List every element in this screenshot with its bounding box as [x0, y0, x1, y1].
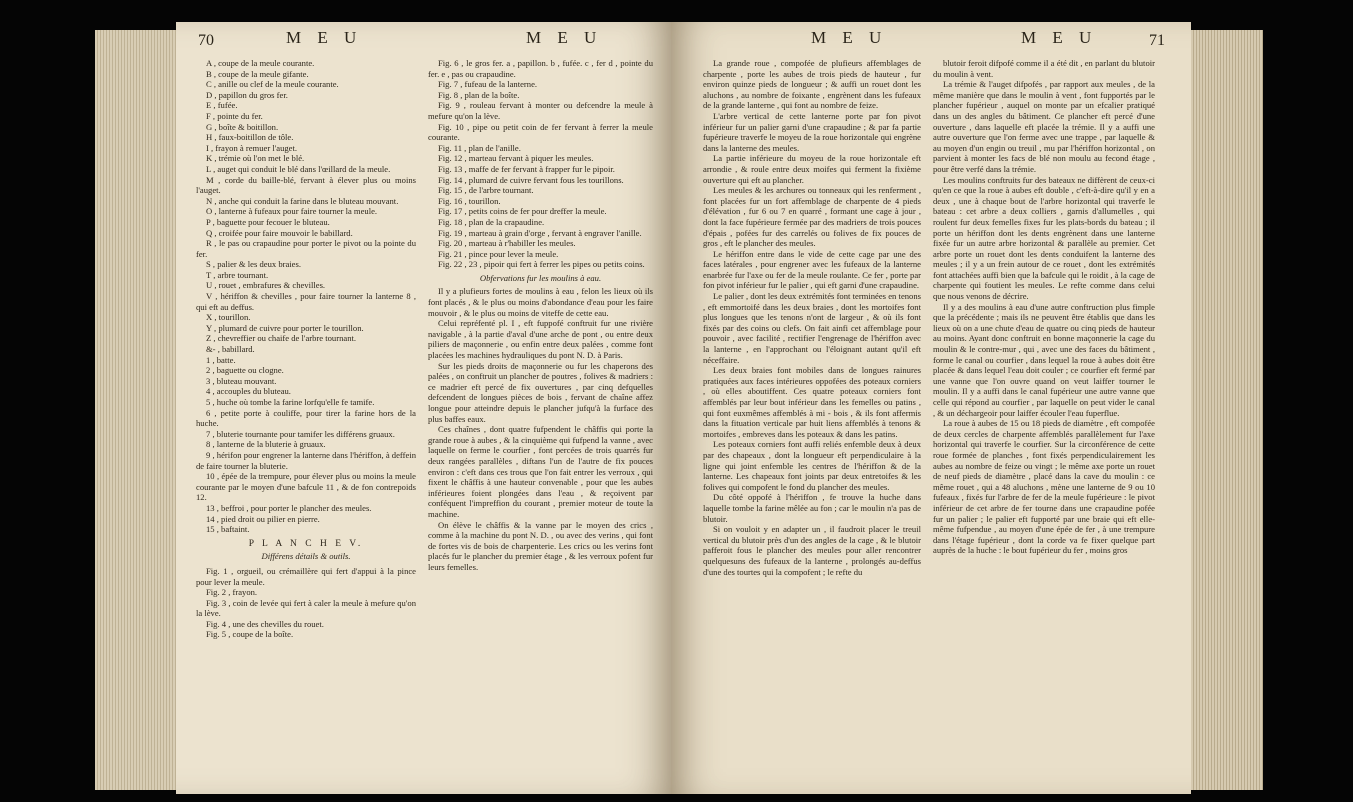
- text-paragraph: 7 , bluterie tournante pour tamifer les différens gruaux.: [206, 428, 395, 439]
- text-paragraph: Fig. 11 , plan de l'anille.: [438, 142, 521, 153]
- running-head: M E U: [811, 28, 888, 47]
- text-paragraph: Fig. 22 , 23 , pipoir qui fert à ferrer les pipes ou petits coins.: [438, 259, 645, 270]
- text-paragraph: A , coupe de la meule courante.: [206, 58, 315, 68]
- running-head: M E U: [526, 28, 603, 47]
- right-column-2: [933, 58, 1155, 556]
- text-paragraph: Il y a des moulins à eau d'une autre conftruction plus fimple que la précédente ; mais ils ne peuvent être établis que dans les lieux où on a une chute d'eau de quatre ou cinq pieds de hauteur au moins. Ayant donc conftruit en bonne maçonnerie la cage du moulin & le contre-mur , qui , avec une des faces du bâtiment , forme le canal ou courfier , dans lequel la roue à aubes doit être placée & dans lequel l'eau doit couler ; ce courfier eft fermé par une vanne que l'on ouvre quand on veut laiffer tourner le moulin. Il y a auffi dans le canal fupérieur une autre vanne que celle qui répond au courfier , par laquelle on peut vider le canal , & un déchargeoir pour laiffer écouler l'eau fuperflue.: [933, 301, 1155, 418]
- text-paragraph: F , pointe du fer.: [206, 110, 263, 121]
- text-paragraph: 9 , hérifon pour engrener la lanterne dans l'hériffon, à deffein de faire tourner la bluterie.: [196, 449, 416, 471]
- text-paragraph: Q , croifée pour faire mouvoir le babillard.: [206, 227, 353, 238]
- text-paragraph: Les meules & les archures ou tonneaux qui les renferment , font placées fur un fort affemblage de charpente de 4 pieds d'élévation , fur 6 ou 7 en quarré , formant une cage à jour , dont la face fupérieure fermée par des madriers de trois pouces d'épais , pofées fur des carrelés ou folives de fix pouces de gros , eft le plancher des meules.: [703, 185, 921, 249]
- text-paragraph: Du côté oppofé à l'hériffon , fe trouve la huche dans laquelle tombe la farine mêlée au fon ; car le moulin n'a pas de blutoir.: [703, 492, 921, 524]
- text-paragraph: 2 , baguette ou clogne.: [206, 365, 284, 376]
- text-paragraph: Fig. 1 , orgueil, ou crémaillère qui fert d'appui à la pince pour lever la meule.: [196, 565, 416, 587]
- text-paragraph: Le palier , dont les deux extrémités font terminées en tenons , eft emmortoifé dans les deux braies , dont les mortoifes font plus longues que les tenons n'ont de largeur , & où ils font fixés par des coins ou clefs. On fait ainfi cet affemblage pour pouvoir , avec facilité , rectifier l'engrenage de l'hériffon avec la lanterne , en l'approchant ou l'éloignant autant qu'il eft néceffaire.: [703, 291, 921, 365]
- text-paragraph: blutoir feroit difpofé comme il a été dit , en parlant du blutoir du moulin à vent.: [933, 58, 1155, 79]
- text-paragraph: Les poteaux corniers font auffi reliés enfemble deux à deux par des chapeaux , dont la longueur eft perpendiculaire à la ligne qui joint enfemble les centres de l'hériffon & de la lanterne. Les chapeaux font joints par deux entretoifes & les folives qui compofent le fond du plancher des meules.: [703, 439, 921, 492]
- page-number-left: 70: [198, 32, 214, 49]
- text-paragraph: M , corde du baille-blé, fervant à élever plus ou moins l'auget.: [196, 174, 416, 196]
- text-paragraph: H , faux-boitillon de tôle.: [206, 132, 294, 143]
- text-paragraph: Fig. 7 , fufeau de la lanterne.: [438, 79, 538, 90]
- legend-list: [196, 58, 416, 535]
- figure-list: [428, 58, 653, 270]
- text-paragraph: U , rouet , embrafures & chevilles.: [206, 280, 326, 291]
- text-paragraph: Ces chaînes , dont quatre fufpendent le châffis qui porte la grande roue à aubes , & la cinquième qui fufpend la vanne , avec laquelle on ferme le courfier , font percées de trois quarrés fur deux rangées parallèles , diftans l'un de l'autre de fix pouces environ : c'eft dans ces trous que l'on fait entrer les verroux , qui fixent le châffis à une hauteur convenable , pour que les aubes inférieures foient plongées dans l'eau , & reçoivent par conféquent l'impreffion du courant , premier moteur de toute la machine.: [428, 424, 653, 519]
- text-paragraph: Fig. 15 , de l'arbre tournant.: [438, 185, 534, 196]
- text-paragraph: S , palier & les deux braies.: [206, 259, 301, 270]
- text-paragraph: Le hériffon entre dans le vide de cette cage par une des faces latérales , pour engrener avec les fufeaux de la lanterne enarbrée fur l'axe ou fer de la meule roulante. Ce fer , porte par fon pivot inférieur fur le palier , qui eft garni d'une crapaudine.: [703, 248, 921, 291]
- right-column-1: [703, 58, 921, 577]
- body-text: [933, 58, 1155, 556]
- text-paragraph: D , papillon du gros fer.: [206, 89, 288, 100]
- left-page: [176, 22, 671, 794]
- text-paragraph: 5 , huche où tombe la farine lorfqu'elle fe tamife.: [206, 397, 375, 407]
- text-paragraph: Fig. 8 , plan de la boîte.: [438, 89, 520, 100]
- right-page-edges: [1191, 30, 1263, 790]
- body-text: [428, 286, 653, 572]
- body-text: [703, 58, 921, 577]
- text-paragraph: On élève le châffis & la vanne par le moyen des crics , comme à la machine du pont N. D. , ou avec des verins , qui font de fortes vis de bois de charpenterie. Les crics ou les verins font placés fur le plancher du premier étage , & les verroux pofent fur leurs femelles.: [428, 519, 653, 572]
- text-paragraph: Fig. 9 , rouleau fervant à monter ou defcendre la meule à mefure qu'on la lève.: [428, 100, 653, 121]
- text-paragraph: V , hériffon & chevilles , pour faire tourner la lanterne 8 , qui eft au deffus.: [196, 291, 416, 312]
- text-paragraph: La roue à aubes de 15 ou 18 pieds de diamètre , eft compofée de deux cercles de charpente affemblés parallèlement fur l'axe horizontal qui traverfe le courfier. Sur la circonférence de cette roue formée de planches , font fixés perpendiculairement les aubes au nombre de feize ou vingt ; le même axe porte un rouet de neuf pieds de diamètre , placé dans la cave du moulin : ce même rouet , qui a 48 aluchons , mène une lanterne de 9 ou 10 fufeaux , fixés fur l'arbre de fer de la meule fupérieure : le pivot inférieur de cet arbre de fer tourne dans une crapaudine pofée fur un palier ; le palier eft fupporté par une braie qui eft elle-même fufpendue , au moyen d'une épée de fer , à une trempure dans l'étage fupérieur , dont la corde va fe fixer quelque part auprès de la huche : le bout fupérieur du fer , moins gros: [933, 418, 1155, 556]
- text-paragraph: Fig. 6 , le gros fer. a , papillon. b , fufée. c , fer d , pointe du fer. e , pas ou crapaudine.: [428, 58, 653, 79]
- text-paragraph: 3 , bluteau mouvant.: [206, 375, 277, 386]
- text-paragraph: N , anche qui conduit la farine dans le bluteau mouvant.: [206, 195, 399, 206]
- running-head: M E U: [1021, 28, 1098, 47]
- text-paragraph: Celui repréfenté pl. I , eft fuppofé conftruit fur une rivière navigable , à la partie d'aval d'une arche de pont , ou entre deux piliers de maçonnerie , ou enfin entre deux palées , comme font placées les machines hydrauliques du pont N. D. à Paris.: [428, 318, 653, 361]
- text-paragraph: Fig. 19 , marteau à grain d'orge , fervant à engraver l'anille.: [438, 227, 642, 238]
- text-paragraph: B , coupe de la meule gifante.: [206, 68, 309, 79]
- right-page: [671, 22, 1191, 794]
- running-head: M E U: [286, 28, 363, 47]
- text-paragraph: 10 , épée de la trempure, pour élever plus ou moins la meule courante par le moyen d'une bafcule 11 , & de fon contrepoids 12.: [196, 471, 416, 503]
- text-paragraph: Z , chevreffier ou chaife de l'arbre tournant.: [206, 333, 357, 344]
- text-paragraph: Il y a plufieurs fortes de moulins à eau , felon les lieux où ils font placés , & le plus ou moins d'abondance d'eau pour les faire mouvoir , & le plus ou moins de viteffe de cette eau.: [428, 286, 653, 318]
- text-paragraph: Fig. 20 , marteau à r'habiller les meules.: [438, 238, 576, 249]
- text-paragraph: Fig. 14 , plumard de cuivre fervant fous les tourillons.: [438, 174, 624, 185]
- text-paragraph: X , tourillon.: [206, 312, 251, 323]
- text-paragraph: 6 , petite porte à couliffe, pour tirer la farine hors de la huche.: [196, 407, 416, 429]
- text-paragraph: P , baguette pour fecouer le bluteau.: [206, 216, 330, 227]
- text-paragraph: T , arbre tournant.: [206, 269, 269, 280]
- left-page-edges: [95, 30, 176, 790]
- text-paragraph: Fig. 16 , tourillon.: [438, 195, 501, 206]
- text-paragraph: 4 , accouples du bluteau.: [206, 386, 291, 397]
- text-paragraph: E , fufée.: [206, 100, 238, 111]
- plate-subheading: Différens détails & outils.: [261, 551, 351, 562]
- text-paragraph: Fig. 21 , pince pour lever la meule.: [438, 248, 559, 259]
- text-paragraph: La partie inférieure du moyeu de la roue horizontale eft arrondie , & roule entre deux moifes qui ferment la fixième ouverture qui eft au plancher.: [703, 153, 921, 185]
- text-paragraph: 8 , lanterne de la bluterie à gruaux.: [206, 439, 326, 450]
- section-heading: Obfervations fur les moulins à eau.: [479, 272, 602, 283]
- text-paragraph: L'arbre vertical de cette lanterne porte par fon pivot inférieur fur un palier garni d'une crapaudine ; & par fa partie fupérieure traverfe le moyeu de la roue horizontale qui engrène dans la lanterne des meules.: [703, 110, 921, 153]
- text-paragraph: R , le pas ou crapaudine pour porter le pivot ou la pointe du fer.: [196, 238, 416, 259]
- text-paragraph: Y , plumard de cuivre pour porter le tourillon.: [206, 322, 364, 333]
- text-paragraph: Fig. 10 , pipe ou petit coin de fer fervant à ferrer la meule courante.: [428, 121, 653, 143]
- text-paragraph: Fig. 12 , marteau fervant à piquer les meules.: [438, 153, 594, 164]
- plate-heading: P L A N C H E V.: [248, 538, 364, 549]
- text-paragraph: &- , babillard.: [206, 344, 255, 355]
- text-paragraph: L , auget qui conduit le blé dans l'œillard de la meule.: [206, 163, 391, 174]
- figure-list: [196, 566, 416, 640]
- text-paragraph: I , frayon à remuer l'auget.: [206, 142, 298, 153]
- text-paragraph: Sur les pieds droits de maçonnerie ou fur les chaperons des palées , on conftruit un plancher de poutres , folives & madriers : ce madrier eft percé de fix ouvertures , par cinq defquelles defcendent de longues pièces de bois , fervant de chaîne affez longue pour atteindre depuis le plancher jufqu'à la furface des plus baffes eaux.: [428, 360, 653, 424]
- text-paragraph: 13 , beffroi , pour porter le plancher des meules.: [206, 502, 372, 513]
- text-paragraph: 14 , pied droit ou pilier en pierre.: [206, 513, 320, 524]
- text-paragraph: Fig. 13 , maffe de fer fervant à frapper fur le pipoir.: [438, 163, 615, 174]
- text-paragraph: La trémie & l'auget difpofés , par rapport aux meules , de la même manière que dans le moulin à vent , font fupportés par le plancher fupérieur , auquel on monte par un efcalier pratiqué dans un des angles du bâtiment. Ce plancher eft percé d'une ouverture , dans laquelle eft placée la trémie. Il y a auffi une autre ouverture que l'on ferme avec une trappe , par laquelle & au moyen d'un engin ou treuil , mu par l'hériffon horizontal , on parvient à monter les facs de blé non moulu au fecond étage , pour être verfé dans la trémie.: [933, 79, 1155, 174]
- text-paragraph: Fig. 4 , une des chevilles du rouet.: [206, 618, 324, 629]
- text-paragraph: C , anille ou clef de la meule courante.: [206, 79, 339, 90]
- text-paragraph: Les moulins conftruits fur des bateaux ne diffèrent de ceux-ci qu'en ce que la roue à aubes eft double , c'eft-à-dire qu'il y en a deux , une à chaque bout de l'arbre horizontal qui traverfe le bateau : cet arbre a deux colliers , garnis d'allumelles , qui roulent fur deux femelles fixes fur les plats-bords du bateau ; il porte un hériffon dont les dents engrènent dans une lanterne fixée fur un autre arbre horizontal & parallèle au premier. Cet arbre porte un rouet dont les dents conduifent la lanterne des meules ; il y a un frein autour de ce rouet , dont les extrémités font attachées auffi bien que la bafcule qui le roidit , à la cage de charpente qui foutient les meules. Le refte comme dans celui que nous venons de décrire.: [933, 174, 1155, 302]
- text-paragraph: O , lanterne à fufeaux pour faire tourner la meule.: [206, 206, 378, 217]
- text-paragraph: 1 , batte.: [206, 354, 236, 365]
- left-column-1: [196, 58, 416, 640]
- text-paragraph: Fig. 18 , plan de la crapaudine.: [438, 216, 545, 227]
- page-number-right: 71: [1149, 32, 1165, 49]
- text-paragraph: La grande roue , compofée de plufieurs affemblages de charpente , porte les aubes de trois pieds de hauteur , fur environ quinze pieds de longueur ; & auffi un rouet dont les aluchons , au nombre de foixante , engrènent dans les fufeaux de la grande lanterne , qui font au nombre de feize.: [703, 58, 921, 111]
- text-paragraph: Les deux braies font mobiles dans de longues rainures pratiquées aux faces intérieures oppofées des poteaux corniers , où elles aboutiffent. Ces quatre poteaux corniers font affemblés par leur bout inférieur dans les femelles ou patins , qui font euxmêmes affemblés à mi - bois , & ils font affermis dans la fituation verticale par huit liens affemblés à tenons & mortoifes , embreves dans les poteaux & dans les patins.: [703, 365, 921, 439]
- text-paragraph: Fig. 2 , frayon.: [206, 587, 258, 598]
- text-paragraph: K , trémie où l'on met le blé.: [206, 153, 305, 164]
- left-column-2: [428, 58, 653, 573]
- text-paragraph: Si on vouloit y en adapter un , il faudroit placer le treuil vertical du blutoir près d'un des angles de la cage , & le blutoir pafferoit fous le plancher des meules pour aller rencontrer quelquesuns des fufeaux de la lanterne , prolongés au-deffus d'une des tourtes qui la compofent ; le refte du: [703, 524, 921, 577]
- text-paragraph: G , boîte & boitillon.: [206, 121, 279, 132]
- text-paragraph: Fig. 5 , coupe de la boîte.: [206, 629, 294, 640]
- text-paragraph: Fig. 3 , coin de levée qui fert à caler la meule à mefure qu'on la lève.: [196, 597, 416, 619]
- text-paragraph: 15 , baftaint.: [206, 524, 250, 535]
- text-paragraph: Fig. 17 , petits coins de fer pour dreffer la meule.: [438, 206, 607, 217]
